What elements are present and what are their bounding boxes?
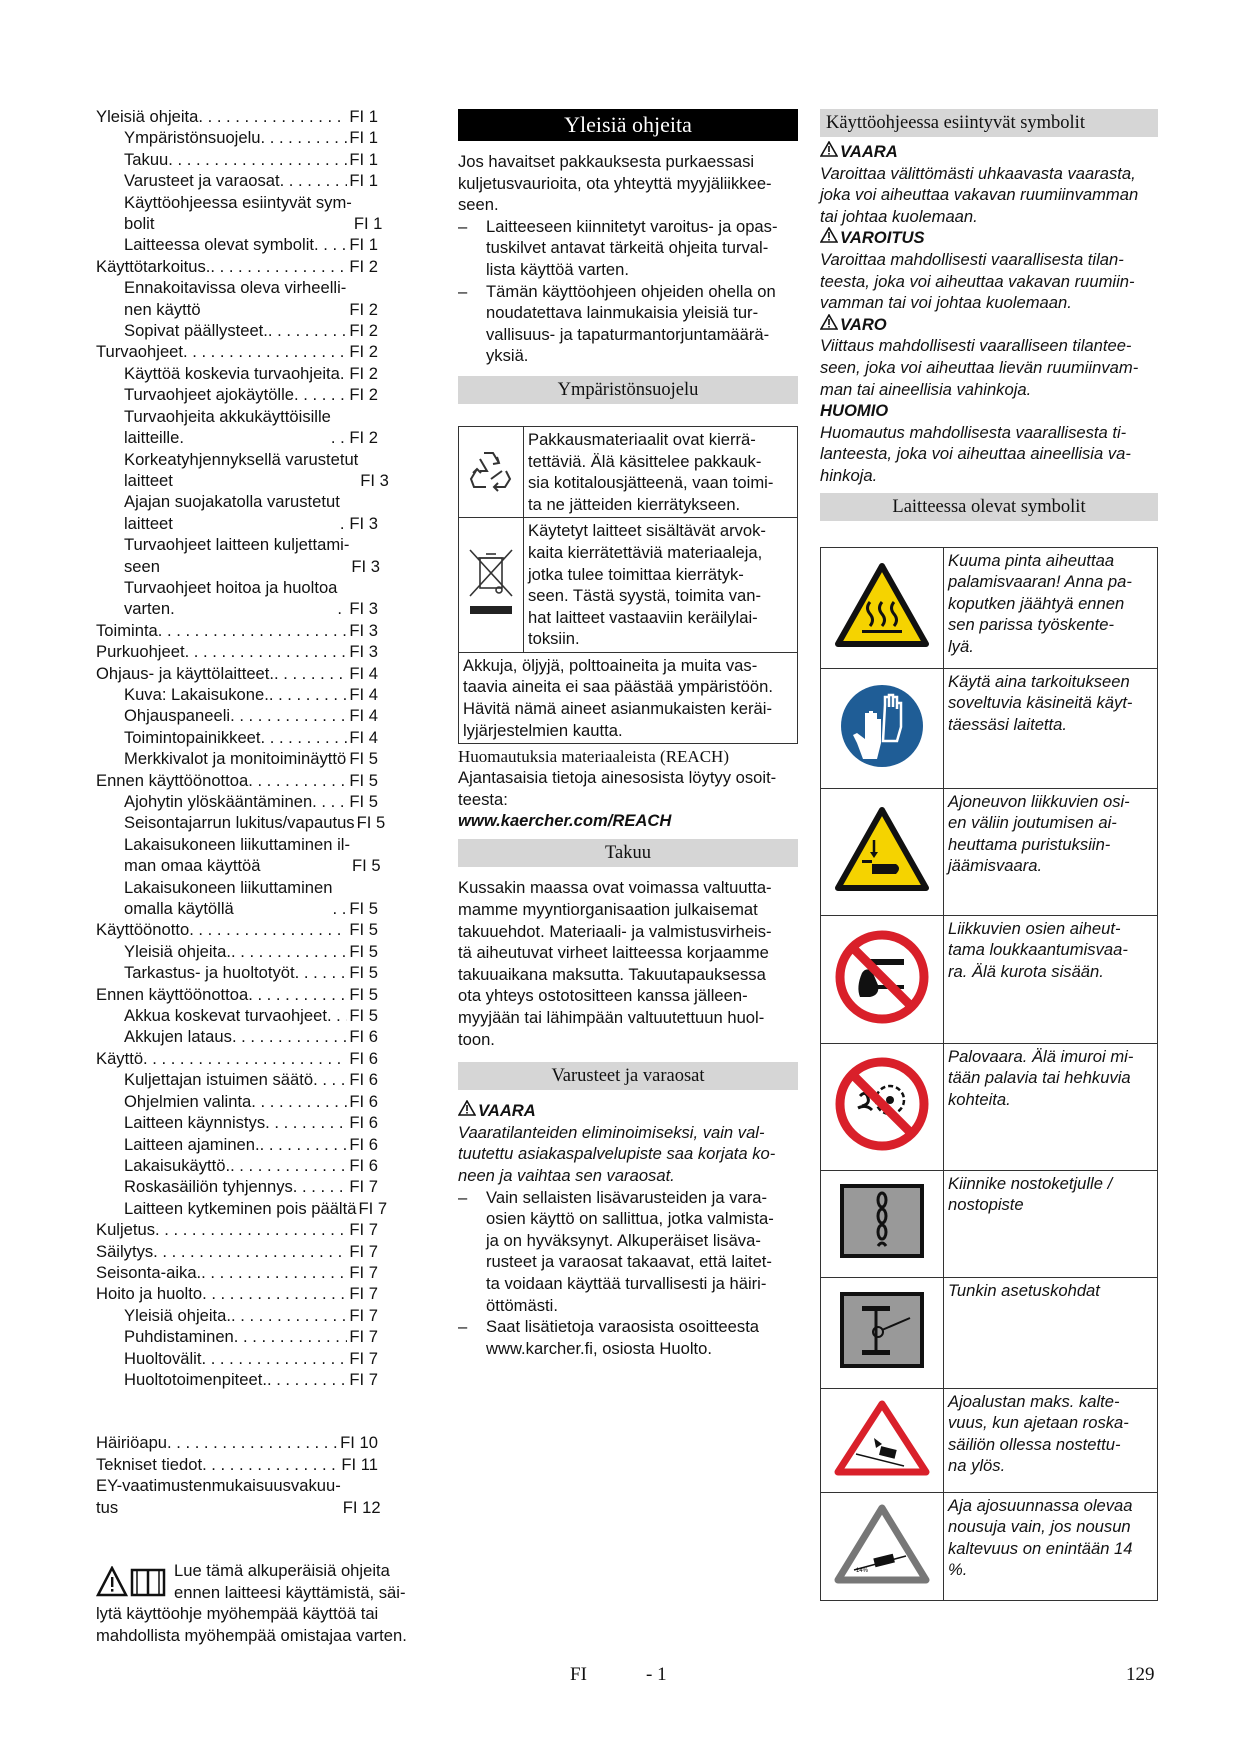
toc-entry-title: Laitteessa olevat symbolit (124, 235, 315, 255)
toc-entry-title: Kuva: Lakaisukone. (124, 684, 269, 704)
toc-entry[interactable] (96, 106, 378, 127)
warning-book-icon (96, 1566, 168, 1603)
toc-dot-leader (248, 770, 347, 791)
general-intro: Jos havaitset pakkauksesta purkaessasi kuljetusvaurioita, ota yhteyttä myyjäliikkee- seen. (458, 152, 772, 215)
device-symbol-text: Kuuma pinta aiheuttaa palamisvaaran! Anna pa- koputken jäähtyä ennen sen parissa työskente- lyä. (948, 550, 1132, 656)
toc-entry[interactable] (96, 1176, 378, 1197)
table-row (821, 668, 1158, 788)
toc-entry-page: FI 7 (349, 1220, 378, 1240)
toc-entry-title: Turvaohjeet (96, 342, 184, 362)
toc-dot-leader (231, 941, 347, 962)
toc-entry-page: FI 7 (349, 1348, 378, 1368)
toc-entry[interactable] (96, 1348, 378, 1369)
toc-entry-page: FI 4 (349, 663, 378, 683)
toc-entry-page: FI 5 (349, 984, 378, 1004)
toc-dot-leader (260, 1134, 348, 1155)
toc-dot-leader (261, 127, 348, 148)
signal-word-description: Viittaus mahdollisesti vaaralliseen tilantee- seen, joka voi aiheuttaa lievän ruumiinvam- man tai aineellisia vahinkoja. (820, 336, 1139, 399)
signal-word-varo: VARO (820, 314, 1158, 336)
toc-entry-page: FI 7 (349, 1305, 378, 1325)
toc-entry[interactable] (96, 877, 378, 920)
toc-dot-leader (153, 1241, 347, 1262)
table-row (821, 1043, 1158, 1170)
toc-gap (96, 1390, 441, 1432)
toc-entry[interactable] (96, 770, 378, 791)
toc-entry-title: Säilytys (96, 1241, 154, 1261)
toc-entry-page: FI 2 (349, 428, 378, 448)
toc-dot-leader (201, 1348, 347, 1369)
toc-entry-title: Käyttötarkoitus. (96, 256, 211, 276)
hot-surface-icon (821, 547, 944, 668)
toc-entry-page: FI 5 (356, 813, 386, 833)
toc-dot-leader (232, 1026, 347, 1047)
toc-dot-leader (183, 341, 347, 362)
max-slope-raised-icon (821, 1388, 944, 1492)
section-title-general: Yleisiä ohjeita (458, 109, 798, 141)
toc-dot-leader (202, 1454, 339, 1475)
toc-entry-page: FI 2 (349, 342, 378, 362)
warranty-text: Kussakin maassa ovat voimassa valtuutta- mamme myyntiorganisaation julkaisemat takuuehdot. Materiaali- ja valmistusvirheis- tä aiheutuvat virheet laitteessa korjaamme takuuaikana maksutta. Takuutapauksessa ota yhteys ostotositteen kanssa jälleen- myyjään tai lähimpään valtuutettuun huol- toon. (458, 878, 772, 1049)
toc-dot-leader (340, 363, 348, 384)
toc-entry-page: FI 6 (349, 1070, 378, 1090)
toc-entry[interactable] (96, 1219, 378, 1240)
table-row (459, 652, 798, 743)
toc-entry[interactable] (96, 941, 378, 962)
toc-entry-title: Turvaohjeita akkukäyttöisille laitteille. (124, 406, 331, 448)
toc-entry[interactable] (96, 1005, 378, 1026)
toc-entry-title: Yleisiä ohjeita. (124, 1305, 232, 1325)
toc-entry-title: Laitteen käynnistys (124, 1113, 266, 1133)
environment-table (458, 426, 798, 744)
accessories-bullet-2: Saat lisätietoja varaosista osoitteesta www.karcher.fi, osiosta Huolto. (486, 1317, 760, 1358)
toc-entry-page: FI 4 (349, 706, 378, 726)
toc-entry-page: FI 2 (349, 321, 378, 341)
toc-entry-title: EY-vaatimustenmukaisuusvakuu- tus (96, 1476, 341, 1517)
toc-entry-title: Sopivat päällysteet. (124, 321, 268, 341)
toc-entry-page: FI 7 (349, 1369, 378, 1389)
toc-entry-title: Kuljetus (96, 1220, 156, 1240)
table-of-contents (96, 106, 441, 1647)
toc-entry[interactable] (96, 449, 389, 492)
toc-entry-page: FI 1 (349, 171, 378, 191)
toc-entry-title: Tarkastus- ja huoltotyöt (124, 963, 295, 983)
reach-text: Ajantasaisia tietoja ainesosista löytyy osoit- teesta: (458, 768, 777, 809)
toc-entry[interactable] (96, 1454, 378, 1475)
toc-entry-page: FI 2 (349, 385, 378, 405)
toc-entry[interactable] (96, 1026, 378, 1047)
footer-page-number: 129 (1126, 1664, 1155, 1685)
toc-dot-leader (331, 427, 348, 448)
footer-language: FI (570, 1664, 587, 1685)
toc-entry-page: FI 7 (349, 1327, 378, 1347)
toc-entry[interactable] (96, 1262, 378, 1283)
crush-hazard-icon (821, 788, 944, 915)
toc-entry[interactable] (96, 491, 378, 534)
device-symbols-table (820, 547, 1158, 1601)
table-row (821, 788, 1158, 915)
toc-dot-leader (314, 234, 347, 255)
right-column (820, 106, 1158, 1601)
toc-entry-page: FI 7 (349, 1262, 378, 1282)
accessories-warning-text: Vaaratilanteiden eliminoimiseksi, vain val- tuutettu asiakaspalvelupiste saa korjata ko- neen ja vaihtaa sen varaosat. (458, 1122, 776, 1185)
warning-triangle-icon (820, 141, 838, 163)
toc-dot-leader (265, 1112, 347, 1133)
warning-triangle-icon (820, 227, 838, 249)
toc-entry-title: Ajohytin ylöskääntäminen (124, 792, 313, 811)
toc-entry-title: Käyttöä koskevia turvaohjeita (124, 363, 340, 383)
toc-entry-page: FI 2 (349, 363, 378, 383)
toc-entry-page: FI 3 (349, 599, 378, 619)
toc-entry-page: FI 3 (351, 556, 380, 576)
list-item: – Vain sellaisten lisävarusteiden ja vara- osien käyttö on sallittua, jotka valmista- ja on hyväksynyt. Alkuperäiset lisäva- rusteet ja varaosat takaavat, että laitet- ta voidaan käyttää turvallisesti ja häiri- öttömästi. (458, 1187, 774, 1315)
section-heading-symbols: Käyttöohjeessa esiintyvät symbolit (820, 109, 1158, 137)
toc-entry[interactable] (96, 1048, 378, 1069)
toc-entry[interactable] (96, 1305, 378, 1326)
toc-entry-title: Ajajan suojakatolla varustetut laitteet (124, 492, 340, 533)
device-symbol-text: Tunkin asetuskohdat (948, 1280, 1100, 1300)
toc-entry[interactable] (96, 341, 378, 362)
general-bullet-1: Laitteeseen kiinnitetyt varoitus- ja opas- tuskilvet antavat tärkeitä ohjeita turval- lista käyttöä varten. (486, 216, 778, 279)
toc-entry-page: FI 3 (349, 620, 378, 640)
toc-dot-leader (294, 384, 347, 405)
toc-entry-title: Ohjaus- ja käyttölaitteet. (96, 663, 275, 683)
toc-entry-page: FI 3 (349, 513, 378, 533)
toc-entry[interactable] (96, 1283, 378, 1304)
device-symbol-text: Liikkuvien osien aiheut- tama loukkaantumisvaa- ra. Älä kurota sisään. (948, 918, 1128, 981)
toc-entry-title: Toiminta (96, 620, 158, 640)
toc-entry-title: Toimintopainikkeet (124, 727, 261, 747)
toc-entry-page: FI 5 (349, 749, 378, 769)
toc-dot-leader (231, 1305, 347, 1326)
toc-dot-leader (274, 663, 347, 684)
toc-entry[interactable] (96, 684, 378, 705)
toc-entry-title: Yleisiä ohjeita. (124, 941, 232, 961)
toc-entry-page: FI 2 (349, 299, 378, 319)
toc-entry-page: FI 3 (349, 642, 378, 662)
toc-dot-leader (202, 1283, 347, 1304)
toc-entry-page: FI 1 (349, 149, 378, 169)
toc-entry-page: FI 4 (349, 684, 378, 704)
toc-entry[interactable] (96, 234, 378, 255)
toc-dot-leader (327, 1005, 347, 1026)
toc-entry-page: FI 7 (349, 1284, 378, 1304)
toc-entry-title: Tekniset tiedot (96, 1454, 203, 1474)
toc-entry[interactable] (96, 812, 386, 833)
toc-entry-title: Turvaohjeet hoitoa ja huoltoa varten. (124, 577, 338, 619)
toc-entry-page: FI 3 (360, 470, 389, 490)
device-symbol-text: Aja ajosuunnassa olevaa nousuja vain, jos nousun kaltevuus on enintään 14 %. (948, 1495, 1133, 1580)
no-burning-material-icon (821, 1043, 944, 1170)
recycling-icon (459, 426, 524, 517)
toc-entry-page: FI 1 (353, 214, 383, 234)
toc-entry-title: Puhdistaminen (124, 1327, 234, 1347)
signal-words (820, 141, 1158, 487)
toc-entry[interactable] (96, 748, 378, 769)
accessories-bullet-1: Vain sellaisten lisävarusteiden ja vara- osien käyttö on sallittua, jotka valmista- ja on hyväksynyt. Alkuperäiset lisäva- rusteet ja varaosat takaavat, että laitet- ta voidaan käyttää turvallisesti ja häiri- öttömästi. (486, 1187, 774, 1315)
footer-section-page: - 1 (646, 1664, 667, 1685)
toc-dot-leader (312, 791, 347, 812)
toc-entry-page: FI 6 (349, 1048, 378, 1068)
toc-entry-title: Akkua koskevat turvaohjeet (124, 1006, 327, 1026)
toc-entry-page: FI 5 (349, 963, 378, 983)
toc-dot-leader (340, 513, 348, 534)
toc-entry-page: FI 2 (349, 256, 378, 276)
toc-entry-title: Akkujen lataus (124, 1027, 232, 1047)
toc-entry-page: FI 1 (349, 107, 378, 126)
toc-dot-leader (337, 598, 347, 619)
toc-dot-leader (280, 170, 348, 191)
toc-entry-title: Turvaohjeet laitteen kuljettami- seen (124, 535, 350, 576)
middle-column (458, 106, 798, 1359)
warning-triangle-icon (820, 314, 838, 336)
gloves-icon (821, 668, 944, 788)
toc-entry[interactable] (96, 170, 378, 191)
toc-entry-title: Häiriöapu (96, 1433, 168, 1453)
device-symbol-text: Kiinnike nostoketjulle / nostopiste (948, 1173, 1113, 1215)
jack-point-icon (821, 1277, 944, 1388)
toc-entry-page: FI 10 (340, 1433, 378, 1453)
toc-dot-leader (230, 705, 347, 726)
signal-word-huomio: HUOMIO (820, 401, 889, 421)
toc-entry[interactable] (96, 834, 381, 877)
toc-entry-title: Lakaisukoneen liikuttaminen omalla käytöllä (124, 877, 333, 919)
toc-entry-title: Ympäristönsuojelu (124, 128, 261, 148)
table-row (821, 547, 1158, 668)
toc-dot-leader (251, 1091, 347, 1112)
toc-entry[interactable] (96, 384, 378, 405)
list-item: – Tämän käyttöohjeen ohjeiden ohella on noudatettava lainmukaisia yleisiä tur- vallisuus- ja tapaturmantorjuntamäärä- yksiä. (458, 281, 776, 366)
toc-entry-title: Ennen käyttöönottoa (96, 984, 249, 1004)
toc-entry[interactable] (96, 1475, 381, 1518)
warning-label: VAARA (458, 1100, 798, 1122)
toc-entry-page: FI 5 (349, 941, 378, 961)
toc-entry-page: FI 7 (358, 1198, 388, 1218)
table-row (821, 915, 1158, 1043)
table-row (821, 1170, 1158, 1277)
toc-entry[interactable] (96, 363, 378, 384)
toc-dot-leader (332, 898, 347, 919)
toc-entry-page: FI 6 (349, 1155, 378, 1175)
toc-entry[interactable] (96, 705, 378, 726)
toc-entry-title: Hoito ja huolto (96, 1284, 203, 1304)
toc-entry[interactable] (96, 663, 378, 684)
table-row (821, 1492, 1158, 1600)
general-bullet-2: Tämän käyttöohjeen ohjeiden ohella on noudatettava lainmukaisia yleisiä tur- vallisuus- ja tapaturmantorjuntamäärä- yksiä. (486, 281, 776, 366)
toc-entry[interactable] (96, 1155, 378, 1176)
toc-entry-page: FI 6 (349, 1134, 378, 1154)
toc-dot-leader (269, 684, 348, 705)
table-row (821, 1277, 1158, 1388)
toc-dot-leader (198, 106, 347, 127)
table-row (459, 518, 798, 653)
crossed-bin-icon (459, 518, 524, 653)
toc-entry-title: Ennakoitavissa oleva virheelli- nen käyttö (124, 278, 347, 319)
max-slope-14-icon (821, 1492, 944, 1600)
toc-entry-page: FI 6 (349, 1091, 378, 1111)
toc-entry-title: Huoltovälit (124, 1348, 202, 1368)
toc-entry-title: Kuljettajan istuimen säätö (124, 1070, 314, 1090)
toc-entry[interactable] (96, 320, 378, 341)
toc-entry[interactable] (96, 1091, 378, 1112)
toc-dot-leader (230, 1155, 347, 1176)
toc-dot-leader (295, 962, 348, 983)
environment-row-text: Pakkausmateriaalit ovat kierrä- tettäviä. Älä käsittelee pakkauk- sia kotitalousjätteenä, vaan toimi- ta ne jätteiden kierrätykseen. (528, 429, 774, 514)
toc-dot-leader (201, 1262, 347, 1283)
toc-entry-title: Purkuohjeet (96, 642, 185, 662)
toc-entry-page: FI 11 (341, 1454, 378, 1474)
toc-dot-leader (267, 1369, 347, 1390)
section-heading-environment: Ympäristönsuojelu (458, 376, 798, 404)
toc-entry-title: Seisonta-aika. (96, 1262, 202, 1282)
section-heading-warranty: Takuu (458, 839, 798, 867)
toc-entry[interactable] (96, 1369, 378, 1390)
toc-entry[interactable] (96, 256, 378, 277)
read-manual-text: Lue tämä alkuperäisiä ohjeita ennen laitteesi käyttämistä, säi- lytä käyttöohje myöhempää käyttöä tai mahdollista myöhempää omistajaa varten. (96, 1561, 407, 1645)
section-heading-device-symbols: Laitteessa olevat symbolit (820, 493, 1158, 521)
toc-dot-leader (248, 984, 347, 1005)
table-row (821, 1388, 1158, 1492)
warning-triangle-icon (458, 1100, 476, 1122)
toc-entry[interactable] (96, 1112, 378, 1133)
signal-word-vaara: VAARA (820, 141, 1158, 163)
toc-entry-page: FI 5 (349, 920, 378, 940)
toc-entry-title: Käyttöönotto (96, 920, 190, 940)
toc-entry[interactable] (96, 620, 378, 641)
toc-entry-page: FI 7 (349, 1177, 378, 1197)
toc-entry[interactable] (96, 127, 378, 148)
toc-dot-leader (155, 1219, 347, 1240)
toc-entry-page: FI 5 (352, 856, 381, 876)
toc-entry[interactable] (96, 277, 378, 320)
read-manual-notice (96, 1560, 441, 1647)
svg-text:14%: 14% (856, 1567, 869, 1574)
toc-entry[interactable] (96, 984, 378, 1005)
toc-dot-leader (293, 1176, 348, 1197)
toc-entry-title: Yleisiä ohjeita (96, 107, 199, 126)
toc-entry[interactable] (96, 727, 378, 748)
toc-entry[interactable] (96, 1069, 378, 1090)
toc-entry[interactable] (96, 1198, 388, 1219)
toc-dot-leader (234, 1326, 348, 1347)
toc-entry[interactable] (96, 406, 378, 449)
signal-word-description: Varoittaa mahdollisesti vaarallisesta tilan- teesta, joka voi aiheuttaa vakavan ruumiin- vamman tai voi johtaa kuolemaan. (820, 249, 1135, 313)
table-row (459, 426, 798, 517)
toc-entry[interactable] (96, 919, 378, 940)
toc-entry-title: Takuu (124, 149, 169, 169)
toc-entry[interactable] (96, 534, 378, 577)
toc-dot-leader (143, 1048, 347, 1069)
toc-entry-title: Laitteen kytkeminen pois päältä (124, 1198, 357, 1218)
toc-entry-page: FI 6 (349, 1027, 378, 1047)
toc-list-tail (96, 1432, 441, 1518)
list-item: – Saat lisätietoja varaosista osoitteesta www.karcher.fi, osiosta Huolto. (458, 1317, 760, 1358)
list-item: – Laitteeseen kiinnitetyt varoitus- ja opas- tuskilvet antavat tärkeitä ohjeita turval- lista käyttöä varten. (458, 216, 778, 279)
signal-word-description: Huomautus mahdollisesta vaarallisesta ti- lanteesta, joka voi aiheuttaa aineellisia va- hinkoja. (820, 422, 1131, 485)
toc-entry-page: FI 5 (349, 1006, 378, 1026)
lifting-chain-icon (821, 1170, 944, 1277)
reach-link[interactable]: www.kaercher.com/REACH (458, 811, 672, 831)
toc-dot-leader (261, 727, 348, 748)
environment-row-text: Käytetyt laitteet sisältävät arvok- kaita kierrätettäviä materiaaleja, jotka tulee toimittaa kierrätyk- seen. Tästä syystä, toimita van- hat laitteet vastaaviin keräilylai- toksiin. (528, 521, 766, 649)
signal-word-varoitus: VAROITUS (820, 227, 1158, 249)
toc-entry-title: Käyttö (96, 1048, 144, 1068)
toc-entry-title: Varusteet ja varaosat (124, 171, 280, 191)
no-reach-in-icon (821, 915, 944, 1043)
toc-entry-page: FI 5 (349, 770, 378, 790)
toc-dot-leader (168, 149, 347, 170)
toc-entry-title: Roskasäiliön tyhjennys (124, 1177, 293, 1197)
device-symbol-text: Palovaara. Älä imuroi mi- tään palavia tai hehkuvia kohteita. (948, 1046, 1134, 1109)
toc-entry-page: FI 1 (349, 235, 378, 255)
toc-entry-title: Korkeatyhjennyksellä varustetut laitteet (124, 449, 359, 490)
toc-entry-title: Turvaohjeet ajokäytölle (124, 385, 295, 405)
toc-entry[interactable] (96, 1134, 378, 1155)
toc-entry[interactable] (96, 641, 378, 662)
toc-entry-title: Huoltotoimenpiteet. (124, 1369, 267, 1389)
toc-dot-leader (158, 620, 348, 641)
signal-word-description: Varoittaa välittömästi uhkaavasta vaarasta, joka voi aiheuttaa vakavan ruumiinvamman tai johtaa kuolemaan. (820, 163, 1139, 226)
toc-entry[interactable] (96, 1432, 378, 1453)
toc-entry-title: Laitteen ajaminen. (124, 1134, 260, 1154)
section-heading-accessories: Varusteet ja varaosat (458, 1062, 798, 1090)
toc-dot-leader (167, 1432, 338, 1453)
toc-dot-leader (268, 320, 348, 341)
device-symbol-text: Ajoalustan maks. kalte- vuus, kun ajetaan roska- säiliön ollessa nostettu- na ylös. (948, 1391, 1129, 1476)
toc-entry-page: FI 6 (349, 1113, 378, 1133)
environment-note: Akkuja, öljyjä, polttoaineita ja muita vas- taavia aineita ei saa päästää ympäristöön. Hävitä nämä aineet asianmukaisten keräi- lyjärjestelmien kautta. (463, 655, 773, 740)
toc-entry[interactable] (96, 577, 378, 620)
toc-entry-page: FI 1 (349, 128, 378, 148)
toc-entry[interactable] (96, 192, 383, 235)
toc-entry[interactable] (96, 1241, 378, 1262)
toc-dot-leader (189, 919, 347, 940)
toc-entry-title: Ohjelmien valinta (124, 1091, 252, 1111)
toc-list (96, 106, 441, 1390)
toc-entry-page: FI 5 (349, 792, 378, 811)
toc-entry-page: FI 7 (349, 1241, 378, 1261)
toc-entry-page: FI 5 (349, 899, 378, 919)
toc-entry-title: Ennen käyttöönottoa (96, 770, 249, 790)
toc-entry[interactable] (96, 962, 378, 983)
toc-dot-leader (313, 1069, 347, 1090)
toc-entry[interactable] (96, 791, 378, 812)
toc-entry-title: Käyttöohjeessa esiintyvät sym- bolit (124, 192, 352, 234)
toc-dot-leader (185, 641, 348, 662)
toc-entry[interactable] (96, 1326, 378, 1347)
toc-entry-title: Lakaisukoneen liikuttaminen il- man omaa käyttöä (124, 834, 350, 876)
toc-entry[interactable] (96, 149, 378, 170)
toc-entry-title: Lakaisukäyttö. (124, 1155, 231, 1175)
reach-heading: Huomautuksia materiaaleista (REACH) (458, 747, 729, 767)
toc-entry-page: FI 4 (349, 727, 378, 747)
toc-entry-page: FI 12 (342, 1497, 381, 1517)
device-symbol-text: Ajoneuvon liikkuvien osi- en väliin joutumisen ai- heuttama puristuksiin- jäämisvaara. (948, 791, 1130, 876)
device-symbol-text: Käytä aina tarkoitukseen soveltuvia käsineitä käyt- täessäsi laitetta. (948, 671, 1133, 734)
toc-entry-title: Merkkivalot ja monitoiminäyttö (124, 749, 347, 769)
toc-dot-leader (210, 256, 347, 277)
toc-entry-title: Seisontajarrun lukitus/vapautus (124, 813, 355, 833)
toc-entry-title: Ohjauspaneeli (124, 706, 231, 726)
